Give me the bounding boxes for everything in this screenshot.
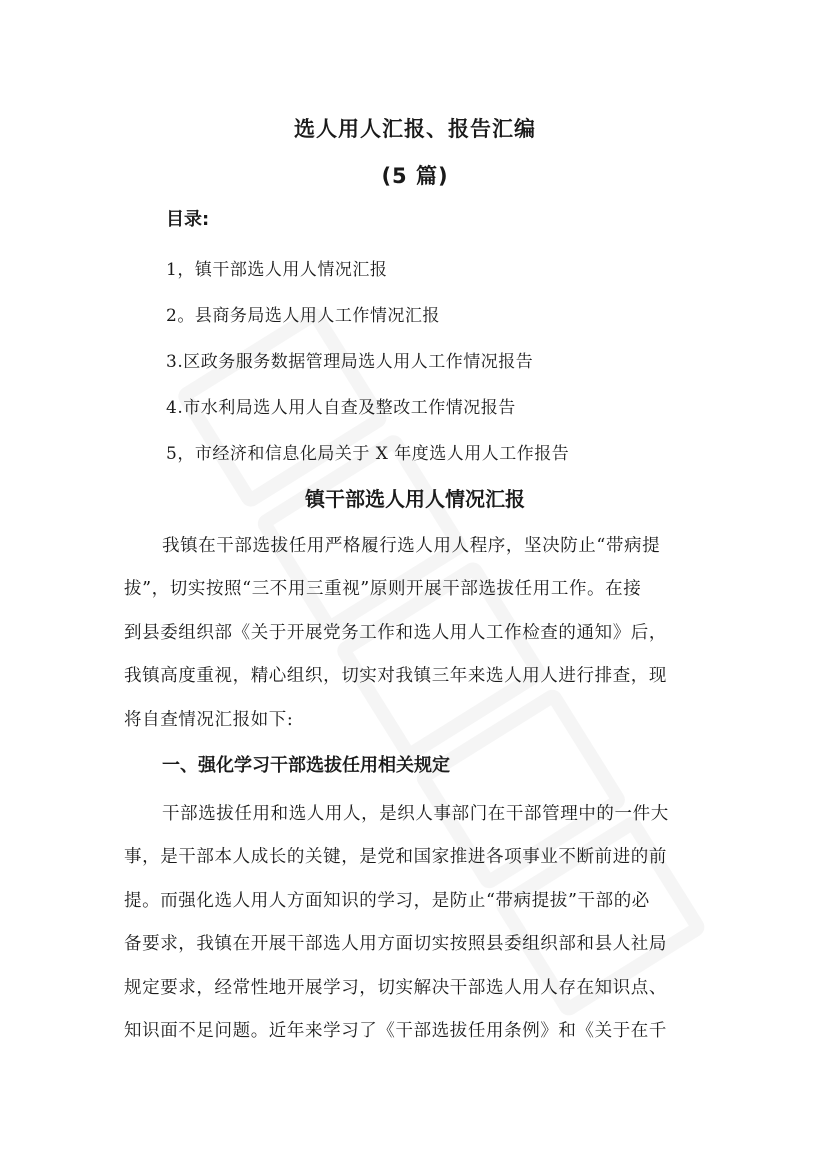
toc-item: 1，镇干部选人用人情况汇报 [166,260,388,280]
toc-item: 4.市水利局选人用人自查及整改工作情况报告 [166,398,516,418]
document-title: 选人用人汇报、报告汇编 [294,117,536,141]
toc-item: 5，市经济和信息化局关于 X 年度选人用人工作报告 [166,444,570,464]
toc-item: 3.区政务服务数据管理局选人用人工作情况报告 [166,352,534,372]
body-text-line: 将自查情况汇报如下: [124,710,294,730]
body-text-line: 我镇高度重视，精心组织，切实对我镇三年来选人用人进行排查，现 [124,666,667,686]
body-text-line: 备要求，我镇在开展干部选人用方面切实按照县委组织部和县人社局 [124,934,667,954]
body-text-line: 知识面不足问题。近年来学习了《干部选拔任用条例》和《关于在千 [124,1021,667,1041]
body-text-line: 提。而强化选人用人方面知识的学习，是防止“带病提拔”干部的必 [124,891,650,911]
body-text-line: 规定要求，经常性地开展学习，切实解决干部选人用人存在知识点、 [124,978,667,998]
section-subheading: 一、强化学习干部选拔任用相关规定 [162,755,450,776]
document-subtitle: (5 篇) [381,164,449,188]
body-text-line: 我镇在干部选拔任用严格履行选人用人程序，坚决防止“带病提 [162,536,661,556]
body-text-line: 事，是干部本人成长的关键，是党和国家推进各项事业不断前进的前 [124,847,667,867]
toc-heading: 目录: [166,209,210,230]
section-title: 镇干部选人用人情况汇报 [305,487,525,511]
body-text-line: 干部选拔任用和选人用人，是织人事部门在干部管理中的一件大 [162,804,669,824]
body-text-line: 到县委组织部《关于开展党务工作和选人用人工作检查的通知》后， [124,623,667,643]
body-text-line: 拔”，切实按照“三不用三重视”原则开展干部选拔任用工作。在接 [124,579,642,599]
toc-item: 2。县商务局选人用人工作情况汇报 [166,306,440,326]
